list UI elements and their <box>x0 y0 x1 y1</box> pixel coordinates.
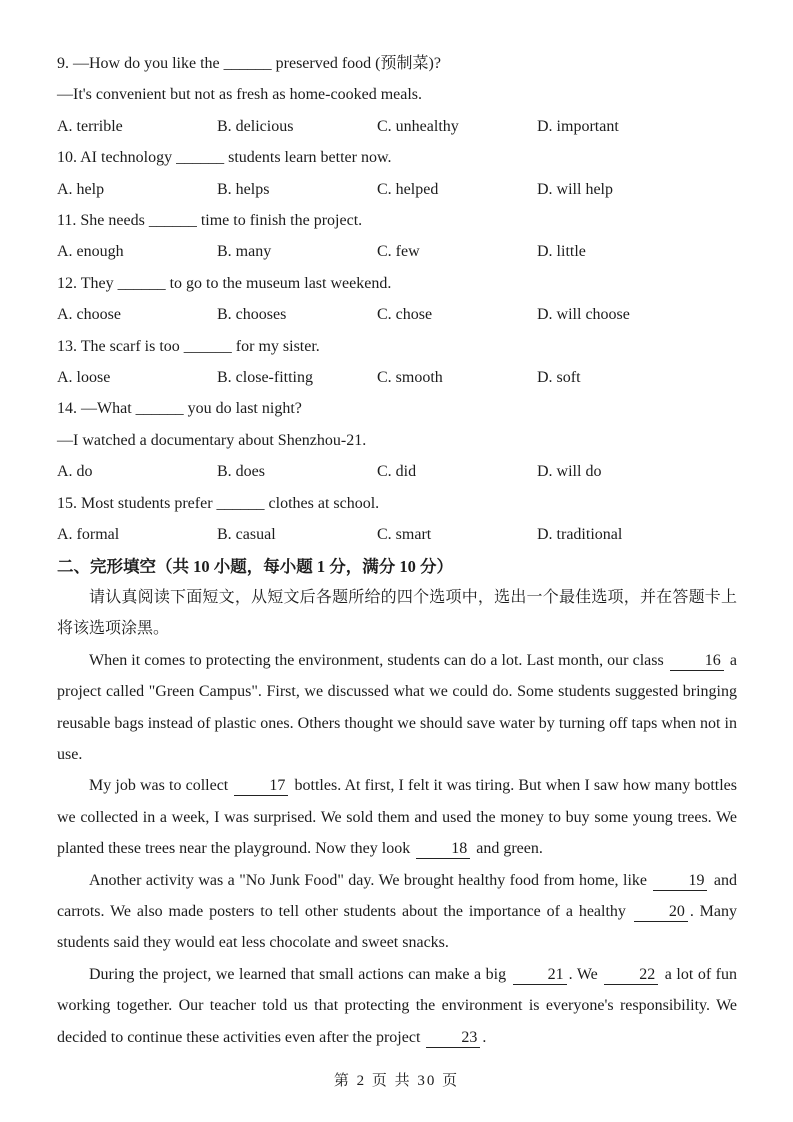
option: D. will help <box>537 180 613 198</box>
question-block <box>57 393 737 487</box>
option: B. many <box>217 243 272 261</box>
question-stem: —I watched a documentary about Shenzhou-21. <box>57 431 367 449</box>
option: D. important <box>537 117 619 135</box>
cloze-blank: 18 <box>416 839 470 859</box>
passage-paragraph: During the project, we learned that small actions can make a big 21 . We 22 a lot of fun working together. Our teacher told us that protecting the environment is everyone's responsibility. We decided to continue these activities even after the project 23 . <box>57 965 737 1046</box>
option: C. smooth <box>377 369 443 387</box>
option: D. little <box>537 243 586 261</box>
option: C. chose <box>377 306 433 324</box>
question-block <box>57 142 737 205</box>
cloze-blank: 19 <box>653 871 707 891</box>
option: A. enough <box>57 243 124 261</box>
question-block <box>57 268 737 331</box>
options-row <box>57 299 737 330</box>
option: A. choose <box>57 306 121 324</box>
cloze-blank: 20 <box>634 902 688 922</box>
question-stem: 12. They ______ to go to the museum last weekend. <box>57 274 392 292</box>
questions-section <box>57 48 737 551</box>
option: B. chooses <box>217 306 287 324</box>
option: B. helps <box>217 180 270 198</box>
page-content <box>57 48 737 1053</box>
option: D. traditional <box>537 526 623 544</box>
options-row <box>57 236 737 267</box>
option: A. do <box>57 463 93 481</box>
options-row <box>57 174 737 205</box>
option: C. unhealthy <box>377 117 459 135</box>
options-row <box>57 362 737 393</box>
cloze-blank: 17 <box>234 776 288 796</box>
option: A. help <box>57 180 105 198</box>
cloze-blank: 21 <box>513 965 567 985</box>
option: C. smart <box>377 526 432 544</box>
options-row <box>57 519 737 550</box>
question-stem: —It's convenient but not as fresh as home-cooked meals. <box>57 86 423 104</box>
question-stem: 10. AI technology ______ students learn better now. <box>57 149 392 167</box>
option: B. casual <box>217 526 276 544</box>
option: C. helped <box>377 180 439 198</box>
question-block <box>57 488 737 551</box>
options-row <box>57 456 737 487</box>
option: A. formal <box>57 526 120 544</box>
option: D. will choose <box>537 306 630 324</box>
page-footer: 第 2 页 共 30 页 <box>333 1073 460 1089</box>
option: A. loose <box>57 369 111 387</box>
option: D. will do <box>537 463 602 481</box>
option: B. delicious <box>217 117 294 135</box>
question-stem: 9. —How do you like the ______ preserved food (预制菜)? <box>57 55 441 72</box>
cloze-blank: 23 <box>426 1028 480 1048</box>
question-stem: 13. The scarf is too ______ for my sister. <box>57 337 320 355</box>
question-block <box>57 48 737 142</box>
passage-paragraph: When it comes to protecting the environment, students can do a lot. Last month, our class 16 a project called "Green Campus". First, we discussed what we could do. Some students suggested bringing reusable bags instead of plastic ones. Others thought we should save water by turning off taps when not in use. <box>57 651 737 763</box>
option: B. close-fitting <box>217 369 313 387</box>
passage-paragraph: My job was to collect 17 bottles. At first, I felt it was tiring. But when I saw how many bottles we collected in a week, I was surprised. We sold them and used the money to buy some young trees. We planted these trees near the playground. Now they look 18 and green. <box>57 777 738 858</box>
section-heading: 二、完形填空（共 10 小题，每小题 1 分，满分 10 分） <box>57 556 453 576</box>
option: A. terrible <box>57 117 123 135</box>
cloze-passage <box>57 645 737 1053</box>
section-instructions: 请认真阅读下面短文，从短文后各题所给的四个选项中，选出一个最佳选项，并在答题卡上将该选项涂黑。 <box>57 588 737 638</box>
option: C. few <box>377 243 420 261</box>
question-stem: 11. She needs ______ time to finish the project. <box>57 212 363 230</box>
option: C. did <box>377 463 417 481</box>
question-block <box>57 205 737 268</box>
options-row <box>57 111 737 142</box>
question-stem: 14. —What ______ you do last night? <box>57 400 302 418</box>
passage-paragraph: Another activity was a "No Junk Food" day. We brought healthy food from home, like 19 and carrots. We also made posters to tell other students about the importance of a healthy 20 . Many students said they would eat less chocolate and sweet snacks. <box>57 871 738 952</box>
option: B. does <box>217 463 265 481</box>
cloze-blank: 16 <box>670 651 724 671</box>
cloze-blank: 22 <box>604 965 658 985</box>
question-stem: 15. Most students prefer ______ clothes at school. <box>57 494 380 512</box>
question-block <box>57 331 737 394</box>
option: D. soft <box>537 369 581 387</box>
